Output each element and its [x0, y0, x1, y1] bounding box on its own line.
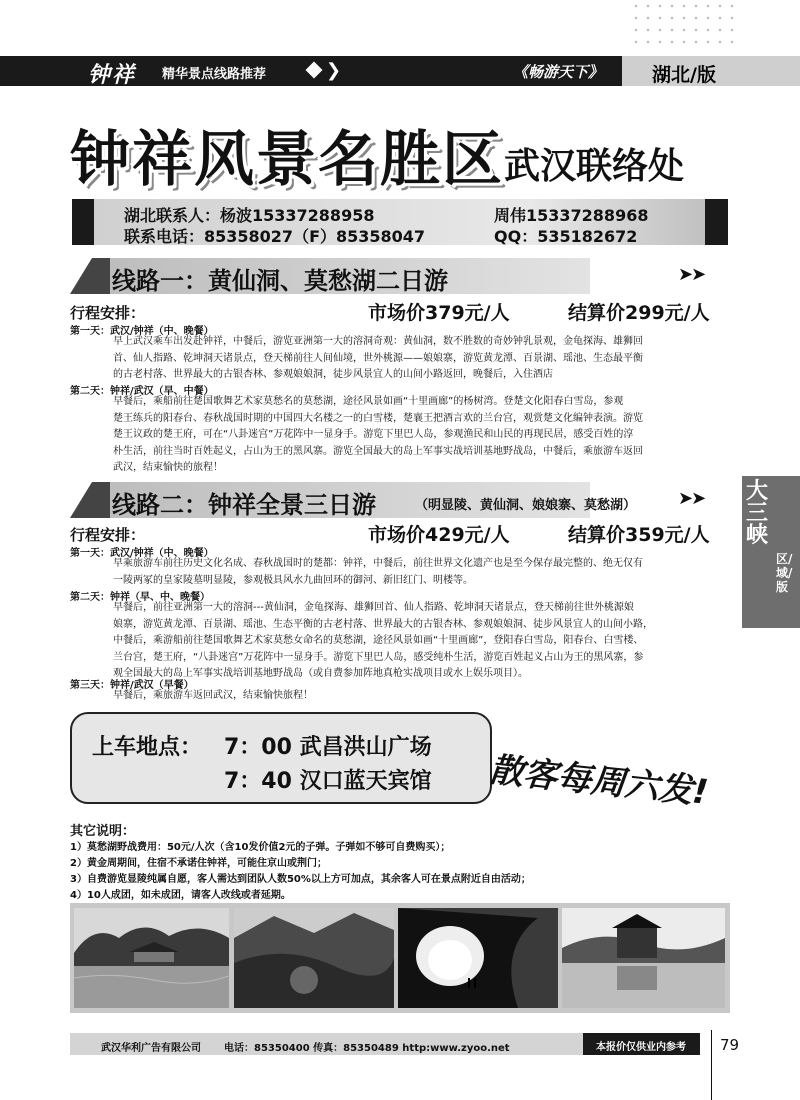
text-line: 的古老村落、世界最大的古银杏林、参观娘娘洞，徒步风景宜人的山间小路返回，晚餐后，入住酒店 [113, 369, 553, 380]
decorative-dots [630, 0, 740, 50]
other-notes-heading: 其它说明： [70, 824, 136, 839]
page-title: 钟祥风景名胜区 [70, 125, 504, 195]
text-line: 武汉，结束愉快的旅程！ [113, 462, 223, 473]
note-item: 2）黄金周期间，住宿不承诺住钟祥，可能住京山或荆门； [70, 858, 327, 869]
text-line: 早餐后，乘船前往楚国歌舞艺术家莫愁名的莫愁湖，途径风景如画“十里画廊”的杨树湾。登楚文化阳春白雪岛，参观 [113, 396, 624, 407]
photo-mountain-forest [234, 908, 394, 1008]
footer-divider [711, 1030, 712, 1100]
route2-day2-label: 第二天：钟祥（早、中、晚餐） [70, 592, 210, 603]
footer-company: 武汉华利广告有限公司 [101, 1043, 201, 1054]
route2-day3-text [113, 688, 733, 705]
text-line: 首、仙人指路、乾坤洞天诸景点，登天梯前往人间仙境，世外桃源——娘娘寨，游览黄龙潭、百景湖、瑶池、生态最平衡 [113, 352, 643, 364]
photo-temple-reflection [562, 908, 725, 1008]
route2-settle-price: 结算价359元/人 [568, 524, 710, 546]
route1-day2-text [113, 394, 733, 477]
route2-day3-label: 第三天：钟祥/武汉（早餐） [70, 680, 194, 691]
route2-day1-label: 第一天：武汉/钟祥（中、晚餐） [70, 548, 214, 559]
text-line: 早乘旅游车前往历史文化名成、春秋战国时的楚都：钟祥，中餐后，前往世界文化遗产也是至今保存最完整的、绝无仅有 [113, 558, 643, 569]
header-tagline: 精华景点线路推荐 [162, 67, 267, 82]
series-title: 《畅游天下》 [513, 63, 604, 81]
contact-person: 湖北联系人：杨波15337288958 [124, 206, 375, 225]
footer-disclaimer: 本报价仅供业内参考 [596, 1042, 686, 1053]
footer-contact: 电话：85350400 传真：85350489 http:www.zyoo.net [224, 1043, 510, 1054]
route1-day1-text [113, 334, 733, 384]
pickup-location-1: 7：00 武昌洪山广场 [224, 735, 432, 760]
text-line: 早餐后，乘旅游车返回武汉，结束愉快旅程！ [113, 690, 313, 701]
route1-settle-price: 结算价299元/人 [568, 302, 710, 324]
text-line: 楚王议政的楚王府，可在“八卦迷宫”万花阵中一显身手。游览下里巴人岛，参观渔民和山民的再现民居，感受百姓的淳 [113, 429, 634, 440]
note-item: 1）莫愁湖野战费用：50元/人次（含10发价值2元的子弹。子弹如不够可自费购买）； [70, 842, 451, 853]
double-arrow-icon: ➤➤ [678, 488, 705, 509]
route2-subtitle: （明显陵、黄仙洞、娘娘寨、莫愁湖） [415, 498, 637, 513]
brand-logo: 钟祥 [88, 62, 137, 88]
chevron-right-icon: ❯ [326, 60, 342, 81]
text-line: 观全国最大的岛上军事实战培训基地野战岛（或自费参加阵地真枪实战项目或水上娱乐项目）。 [113, 668, 528, 679]
text-line: 兰台宫，楚王府，“八卦迷宫”万花阵中一显身手。游览下里巴人岛，感受纯朴生活，游览百姓起义占山为王的黑风寨，参 [113, 651, 644, 663]
route2-market-price: 市场价429元/人 [368, 524, 510, 546]
route2-title: 线路二：钟祥全景三日游 [112, 491, 376, 519]
route1-day1-label: 第一天：武汉/钟祥（中、晚餐） [70, 326, 214, 337]
text-line: 一陵两冢的皇家陵墓明显陵，参观极具风水九曲回环的御河、新旧红门、明楼等。 [113, 574, 473, 586]
photo-cave [398, 908, 558, 1008]
route1-day2-label: 第二天：钟祥/武汉（早、中餐） [70, 386, 214, 397]
text-line: 娘寨，游览黄龙潭、百景湖、瑶池、生态平衡的古老村落、世界最大的古银杏林、参观娘娘洞、徒步风景宜人的山间小路， [113, 618, 653, 630]
route1-title: 线路一：黄仙洞、莫愁湖二日游 [112, 267, 448, 295]
page-subtitle: 武汉联络处 [504, 146, 685, 187]
region-tab-subtitle: 区/域/版 [776, 552, 793, 594]
edition-label: 湖北/版 [652, 64, 716, 86]
text-line: 早上武汉乘车出发赴钟祥，中餐后，游览亚洲第一大的溶洞奇观：黄仙洞，数不胜数的奇妙钟乳景观，金龟探海、雄狮回 [113, 336, 643, 347]
contact-qq: QQ：535182672 [494, 227, 638, 246]
page-number: 79 [720, 1036, 740, 1054]
route2-day2-text [113, 600, 738, 683]
route2-schedule-label: 行程安排： [70, 526, 146, 544]
contact-phone: 联系电话：85358027（F）85358047 [124, 227, 426, 246]
contact-person-2: 周伟15337288968 [494, 206, 649, 225]
text-line: 中餐后，乘游船前往楚国歌舞艺术家莫愁女命名的莫愁湖，途径风景如画“十里画廊”，登阳春白雪岛，阳春台、白雪楼、 [113, 635, 644, 646]
text-line: 朴生活，前往当时百姓起义，占山为王的黑风寨。游览全国最大的岛上军事实战培训基地野战岛，中餐后，乘旅游车返回 [113, 445, 643, 457]
text-line: 早餐后，前往亚洲第一大的溶洞---黄仙洞，金龟探海、雄狮回首、仙人指路、乾坤洞天诸景点，登天梯前往世外桃源娘 [113, 602, 634, 613]
weekly-departure-notice: 散客每周六发! [487, 750, 711, 813]
photo-lake-pavilion [74, 908, 229, 1008]
route1-schedule-label: 行程安排： [70, 304, 146, 322]
note-item: 3）自费游览显陵纯属自愿，客人需达到团队人数50%以上方可加点，其余客人可在景点附近自由活动； [70, 874, 531, 885]
note-item: 4）10人成团，如未成团，请客人改线或者延期。 [70, 890, 291, 901]
pickup-location-2: 7：40 汉口蓝天宾馆 [224, 769, 432, 794]
route1-market-price: 市场价379元/人 [368, 302, 510, 324]
pickup-label: 上车地点： [92, 735, 203, 760]
contact-box-edge [705, 199, 728, 245]
region-tab-title: 大三峡 [746, 478, 769, 548]
double-arrow-icon: ➤➤ [678, 264, 705, 285]
text-line: 楚王练兵的阳春台、春秋战国时期的中国四大名楼之一的白雪楼，楚襄王把酒言欢的兰台宫，观赏楚文化编钟表演。游览 [113, 412, 643, 424]
route2-day1-text [113, 556, 738, 589]
